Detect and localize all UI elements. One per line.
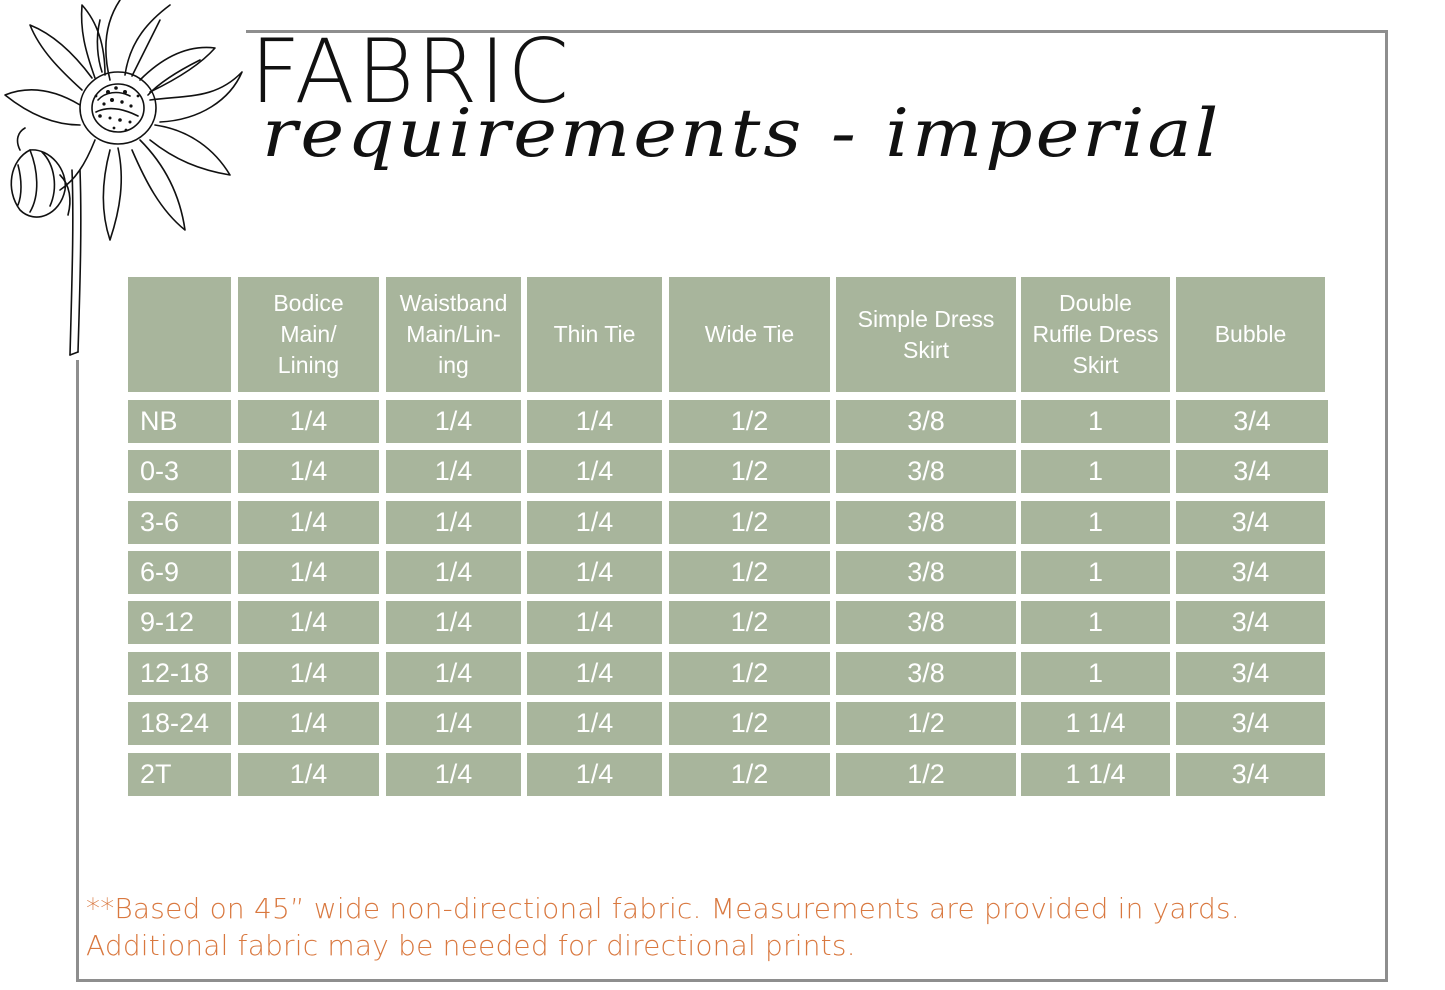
table-cell: 1/2	[669, 551, 830, 594]
table-cell: 3/8	[836, 551, 1016, 594]
table-cell: 3/8	[836, 450, 1016, 493]
table-cell: 3/4	[1176, 501, 1325, 544]
page-title: FABRIC	[250, 20, 571, 123]
column-header	[238, 277, 379, 392]
table-cell: 1/2	[836, 753, 1016, 796]
table-cell: 1/4	[238, 450, 379, 493]
row-label: 3-6	[128, 501, 231, 544]
column-header-line: Main/	[280, 321, 337, 347]
table-cell: 1	[1021, 400, 1170, 443]
table-cell: 1/4	[238, 501, 379, 544]
table-cell: 1/4	[527, 400, 662, 443]
table-cell: 3/8	[836, 501, 1016, 544]
column-header-line: Bubble	[1214, 321, 1287, 347]
column-header	[386, 277, 521, 392]
column-header-line: Lining	[277, 352, 340, 378]
table-cell: 1/4	[527, 702, 662, 745]
table-cell: 1	[1021, 601, 1170, 644]
table-cell: 1/4	[238, 601, 379, 644]
table-cell: 1/4	[238, 753, 379, 796]
column-header-line: Wide Tie	[704, 321, 795, 347]
page-subtitle: requirements - imperial	[262, 94, 1222, 172]
table-cell: 1/2	[836, 702, 1016, 745]
table-cell: 1	[1021, 450, 1170, 493]
table-cell: 3/4	[1176, 652, 1325, 695]
table-cell: 1/2	[669, 702, 830, 745]
table-cell: 3/8	[836, 601, 1016, 644]
table-cell: 3/8	[836, 652, 1016, 695]
table-cell: 1/4	[386, 652, 521, 695]
header-corner	[128, 277, 231, 392]
column-header-line: Skirt	[902, 336, 949, 363]
table-cell: 1/4	[527, 753, 662, 796]
footnote	[86, 890, 1240, 964]
column-header-line: Skirt	[1072, 352, 1119, 378]
column-header-line: Main/Lin-	[406, 321, 501, 347]
table-cell: 1/4	[238, 551, 379, 594]
row-label: 6-9	[128, 551, 231, 594]
column-header	[1176, 277, 1325, 392]
column-header-line: ing	[438, 352, 469, 378]
table-cell: 3/4	[1176, 753, 1325, 796]
table-cell: 1/4	[238, 652, 379, 695]
column-header-line: Simple Dress	[857, 305, 995, 332]
column-header-line: Bodice	[273, 290, 344, 316]
table-cell: 1/2	[669, 450, 830, 493]
column-header-line: Waistband	[399, 290, 508, 316]
row-label: 12-18	[128, 652, 231, 695]
column-header-line: Thin Tie	[553, 321, 636, 347]
table-cell: 1/4	[386, 551, 521, 594]
row-label: 0-3	[128, 450, 231, 493]
column-header	[669, 277, 830, 392]
table-cell: 1/4	[238, 702, 379, 745]
table-cell: 1	[1021, 501, 1170, 544]
table-cell: 1/4	[386, 702, 521, 745]
table-cell: 1/4	[527, 501, 662, 544]
table-cell: 1/4	[386, 400, 521, 443]
table-cell: 1/4	[386, 601, 521, 644]
column-header-line: Double	[1059, 290, 1132, 316]
table-cell: 1/4	[527, 601, 662, 644]
column-header-line: Ruffle Dress	[1032, 321, 1159, 347]
column-header	[836, 277, 1016, 392]
table-cell: 1/4	[386, 753, 521, 796]
column-header	[1021, 277, 1170, 392]
table-cell: 1/4	[386, 501, 521, 544]
table-cell: 3/4	[1176, 702, 1325, 745]
row-label: 18-24	[128, 702, 231, 745]
table-cell: 3/4	[1176, 450, 1328, 493]
table-cell: 3/4	[1176, 551, 1325, 594]
table-cell: 1/4	[527, 450, 662, 493]
table-cell: 1 1/4	[1021, 753, 1170, 796]
footnote-line-1: **Based on 45” wide non-directional fabric. Measurements are provided in yards.	[86, 892, 1240, 925]
table-cell: 1/4	[527, 652, 662, 695]
table-cell: 3/4	[1176, 400, 1328, 443]
row-label: 2T	[128, 753, 231, 796]
table-cell: 3/8	[836, 400, 1016, 443]
table-cell: 1/4	[527, 551, 662, 594]
table-cell: 1/2	[669, 753, 830, 796]
table-cell: 1	[1021, 551, 1170, 594]
table-cell: 3/4	[1176, 601, 1325, 644]
table-cell: 1/2	[669, 601, 830, 644]
table-cell: 1	[1021, 652, 1170, 695]
footnote-line-2: Additional fabric may be needed for directional prints.	[86, 929, 856, 962]
table-cell: 1/2	[669, 652, 830, 695]
table-cell: 1/2	[669, 400, 830, 443]
table-cell: 1/2	[669, 501, 830, 544]
table-cell: 1/4	[238, 400, 379, 443]
row-label: 9-12	[128, 601, 231, 644]
row-label: NB	[128, 400, 231, 443]
table-cell: 1/4	[386, 450, 521, 493]
table-cell: 1 1/4	[1021, 702, 1170, 745]
column-header	[527, 277, 662, 392]
